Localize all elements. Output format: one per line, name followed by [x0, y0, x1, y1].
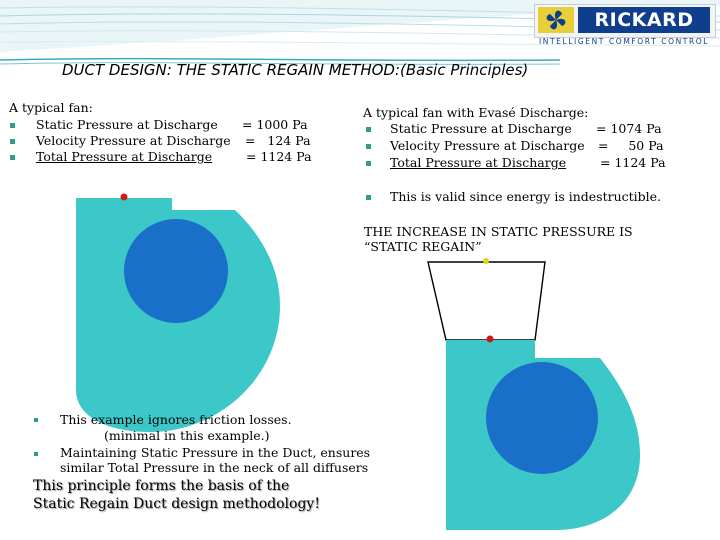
- left-fan-hub: [124, 219, 228, 323]
- left-row-1-label: Static Pressure at Discharge: [36, 117, 218, 132]
- left-row-2-value: = 124 Pa: [245, 133, 311, 148]
- logo-tagline: INTELLIGENT COMFORT CONTROL: [538, 37, 710, 46]
- left-heading: A typical fan:: [9, 100, 93, 115]
- left-row-3-value: = 1124 Pa: [246, 149, 312, 164]
- evase-top-point: [483, 258, 489, 264]
- left-row-2-label: Velocity Pressure at Discharge: [36, 133, 231, 148]
- bullet-icon: [34, 418, 38, 422]
- evase-neck-point: [487, 336, 494, 343]
- left-row-3-label: Total Pressure at Discharge: [36, 149, 213, 164]
- right-row-3-value: = 1124 Pa: [600, 155, 666, 170]
- duct-note-line-1: Maintaining Static Pressure in the Duct, ensures: [60, 445, 371, 460]
- principle-line-2: Static Regain Duct design methodology!: [33, 496, 320, 512]
- left-discharge-point: [121, 194, 128, 201]
- evase-discharge: [428, 262, 545, 340]
- static-regain-line-1: THE INCREASE IN STATIC PRESSURE IS: [364, 224, 633, 239]
- right-row-2-label: Velocity Pressure at Discharge: [390, 138, 585, 153]
- friction-note-line-2: (minimal in this example.): [104, 428, 270, 443]
- right-row-1-value: = 1074 Pa: [596, 121, 662, 136]
- page-title: DUCT DESIGN: THE STATIC REGAIN METHOD:(Basic Principles): [62, 61, 529, 79]
- right-row-2-value: = 50 Pa: [598, 138, 664, 153]
- energy-note: This is valid since energy is indestructible.: [390, 189, 662, 204]
- duct-note-line-2: similar Total Pressure in the neck of all diffusers: [60, 460, 369, 475]
- right-fan-hub: [486, 362, 598, 474]
- left-row-1-value: = 1000 Pa: [242, 117, 308, 132]
- right-row-1-label: Static Pressure at Discharge: [390, 121, 572, 136]
- principle-statement: [33, 477, 320, 513]
- static-regain-line-2: “STATIC REGAIN”: [364, 239, 482, 254]
- right-heading: A typical fan with Evasé Discharge:: [363, 105, 589, 120]
- friction-note-line-1: This example ignores friction losses.: [60, 412, 292, 427]
- principle-line-1: This principle forms the basis of the: [33, 478, 290, 494]
- logo-brand-text: RICKARD: [578, 7, 710, 33]
- right-row-3-label: Total Pressure at Discharge: [390, 155, 567, 170]
- bullet-icon: [34, 452, 38, 456]
